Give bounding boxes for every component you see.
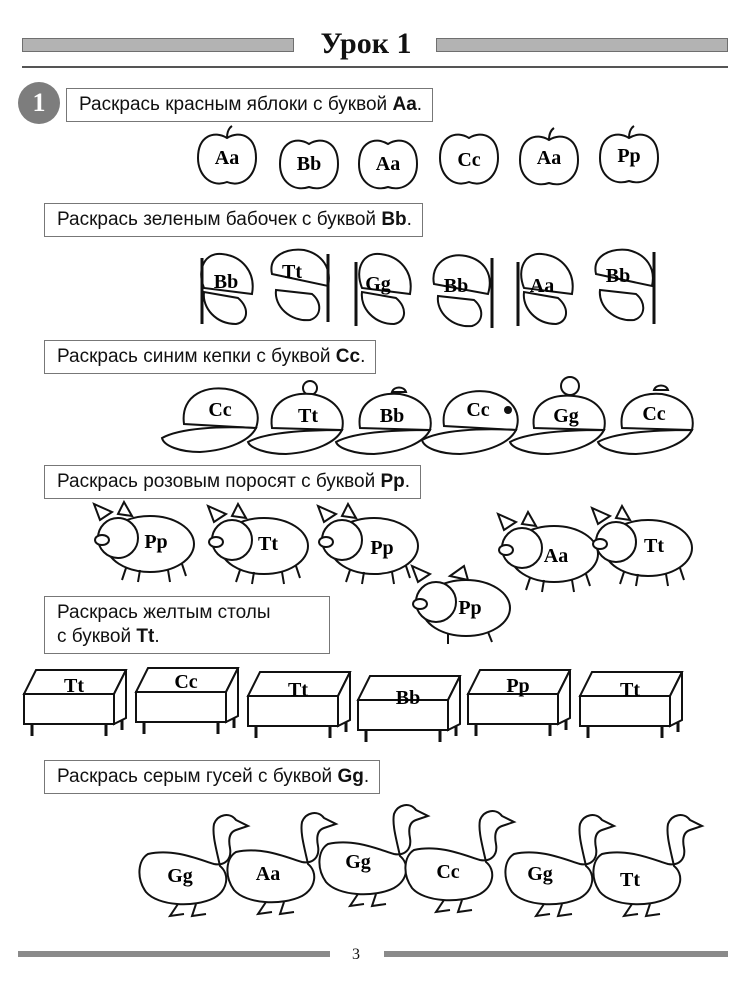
item-letter: Bb (605, 265, 631, 287)
butterfly-item[interactable] (262, 244, 338, 328)
item-letter: Pp (144, 531, 168, 553)
item-letter: Gg (345, 851, 371, 873)
pig-ear (232, 504, 246, 518)
goose-body (405, 811, 514, 900)
instruction-text: Раскрась синим кепки с буквой (57, 346, 336, 367)
apple-item[interactable] (355, 132, 421, 194)
table-cloth (136, 692, 226, 722)
goose-item[interactable] (588, 808, 708, 920)
item-letter: Bb (395, 687, 421, 709)
item-letter: Tt (64, 675, 84, 697)
cap-visor (598, 430, 692, 454)
pig-ear (498, 514, 516, 530)
item-letter: Pp (370, 537, 394, 559)
item-letter: Tt (620, 869, 640, 891)
pig-snout (209, 537, 223, 547)
cap-visor (336, 430, 430, 454)
item-letter: Cc (642, 403, 666, 425)
goose-feet (536, 904, 572, 916)
item-letter: Bb (379, 405, 405, 427)
instruction-tables (44, 596, 330, 654)
butterfly-wing-bottom (276, 290, 319, 320)
table-item[interactable] (578, 666, 686, 742)
item-letter: Pp (617, 145, 641, 167)
item-letter: Aa (375, 153, 401, 175)
target-letter: Gg (337, 766, 364, 787)
cap-item[interactable] (596, 378, 700, 460)
item-letter: Aa (529, 275, 555, 297)
pig-snout (95, 535, 109, 545)
instruction-text-line1: Раскрась желтым столы (57, 602, 271, 623)
pig-snout (499, 545, 513, 555)
table-item[interactable] (246, 666, 354, 742)
instruction-suffix: . (404, 471, 411, 492)
goose-feet (170, 904, 206, 916)
pig-snout (413, 599, 427, 609)
pig-ear (592, 508, 610, 524)
item-letter: Tt (620, 679, 640, 701)
item-letter: Cc (436, 861, 460, 883)
cap-pompom (561, 377, 579, 395)
pig-ear (94, 504, 112, 520)
instruction-suffix: . (154, 626, 160, 647)
apple-item[interactable] (596, 126, 662, 188)
footer-bar-right (384, 951, 728, 957)
butterfly-item[interactable] (586, 244, 662, 328)
table-item[interactable] (356, 670, 464, 746)
item-letter: Aa (543, 545, 569, 567)
pig-ear (342, 504, 356, 518)
item-letter: Tt (258, 533, 278, 555)
goose-feet (350, 894, 386, 906)
instruction-suffix: . (360, 346, 366, 367)
instruction-text-line2: с буквой (57, 626, 137, 647)
pig-snout (593, 539, 607, 549)
instruction-suffix: . (406, 209, 412, 230)
butterfly-wing-bottom (600, 290, 643, 320)
apple-item[interactable] (516, 128, 582, 190)
page-number: 3 (352, 946, 360, 963)
butterfly-wing-bottom (204, 292, 246, 324)
pig-ear (118, 502, 132, 516)
instruction-text: Раскрась серым гусей с буквой (57, 766, 338, 787)
apple-item[interactable] (194, 124, 260, 190)
table-item[interactable] (134, 662, 242, 738)
pig-ear (318, 506, 336, 522)
goose-body (593, 815, 702, 904)
butterfly-wing-bottom (362, 292, 404, 324)
butterfly-item[interactable] (186, 248, 262, 332)
cap-visor (422, 429, 516, 454)
table-cloth (24, 694, 114, 724)
target-letter: Aa (392, 94, 417, 115)
cap-visor (510, 430, 604, 454)
item-letter: Cc (466, 399, 490, 421)
pig-snout (319, 537, 333, 547)
pig-item[interactable] (90, 500, 198, 584)
header-bar-left (22, 38, 294, 52)
item-letter: Cc (208, 399, 232, 421)
goose-feet (258, 902, 294, 914)
item-letter: Pp (506, 675, 530, 697)
butterfly-wing-bottom (438, 296, 481, 326)
goose-feet (624, 904, 660, 916)
pig-ear (412, 566, 430, 582)
cap-button (654, 386, 668, 391)
lesson-header (22, 24, 728, 70)
item-letter: Tt (288, 679, 308, 701)
item-letter: Gg (167, 865, 193, 887)
header-bar-right (436, 38, 728, 52)
instruction-text: Раскрась розовым поросят с буквой (57, 471, 381, 492)
target-letter: Bb (381, 209, 407, 230)
instruction-suffix: . (363, 766, 370, 787)
butterfly-item[interactable] (506, 248, 582, 332)
target-letter: Tt (136, 626, 155, 647)
item-letter: Aa (214, 147, 240, 169)
pig-ear (616, 506, 630, 520)
item-letter: Pp (458, 597, 482, 619)
table-item[interactable] (22, 664, 130, 740)
pig-ear (522, 512, 536, 526)
item-letter: Gg (527, 863, 553, 885)
pig-item[interactable] (314, 502, 422, 586)
table-cloth (468, 694, 558, 724)
cap-visor (248, 430, 342, 454)
exercise-number-badge: 1 (18, 82, 60, 124)
instruction-butterflies (44, 203, 423, 237)
instruction-suffix: . (416, 94, 423, 115)
table-item[interactable] (466, 664, 574, 740)
instruction-text: Раскрась красным яблоки с буквой (79, 94, 393, 115)
butterfly-item[interactable] (424, 248, 500, 332)
instruction-caps (44, 340, 376, 374)
page-footer (18, 946, 728, 966)
instruction-piglets (44, 465, 421, 499)
cap-visor (162, 427, 256, 452)
lesson-title: Урок 1 (320, 27, 412, 60)
item-letter: Tt (644, 535, 664, 557)
pig-item[interactable] (204, 502, 312, 586)
apple-item[interactable] (436, 124, 502, 190)
cap-button (392, 388, 406, 393)
target-letter: Cc (335, 346, 361, 367)
item-letter: Gg (553, 405, 579, 427)
item-letter: Bb (443, 275, 469, 297)
item-letter: Aa (536, 147, 562, 169)
item-letter: Bb (296, 153, 322, 175)
apple-item[interactable] (276, 132, 342, 194)
target-letter: Pp (380, 471, 405, 492)
butterfly-item[interactable] (344, 248, 420, 332)
instruction-apples (66, 88, 433, 122)
item-letter: Gg (365, 273, 391, 295)
item-letter: Aa (255, 863, 281, 885)
pig-ear (208, 506, 226, 522)
instruction-text: Раскрась зеленым бабочек с буквой (57, 209, 382, 230)
item-letter: Cc (457, 149, 481, 171)
header-rule (22, 66, 728, 68)
item-letter: Tt (282, 261, 302, 283)
item-letter: Bb (213, 271, 239, 293)
item-letter: Tt (298, 405, 318, 427)
footer-bar-left (18, 951, 330, 957)
goose-feet (436, 900, 472, 912)
pig-item[interactable] (588, 504, 696, 588)
item-letter: Cc (174, 671, 198, 693)
pig-item[interactable] (494, 510, 602, 594)
pig-ear (450, 566, 468, 580)
instruction-geese (44, 760, 380, 794)
